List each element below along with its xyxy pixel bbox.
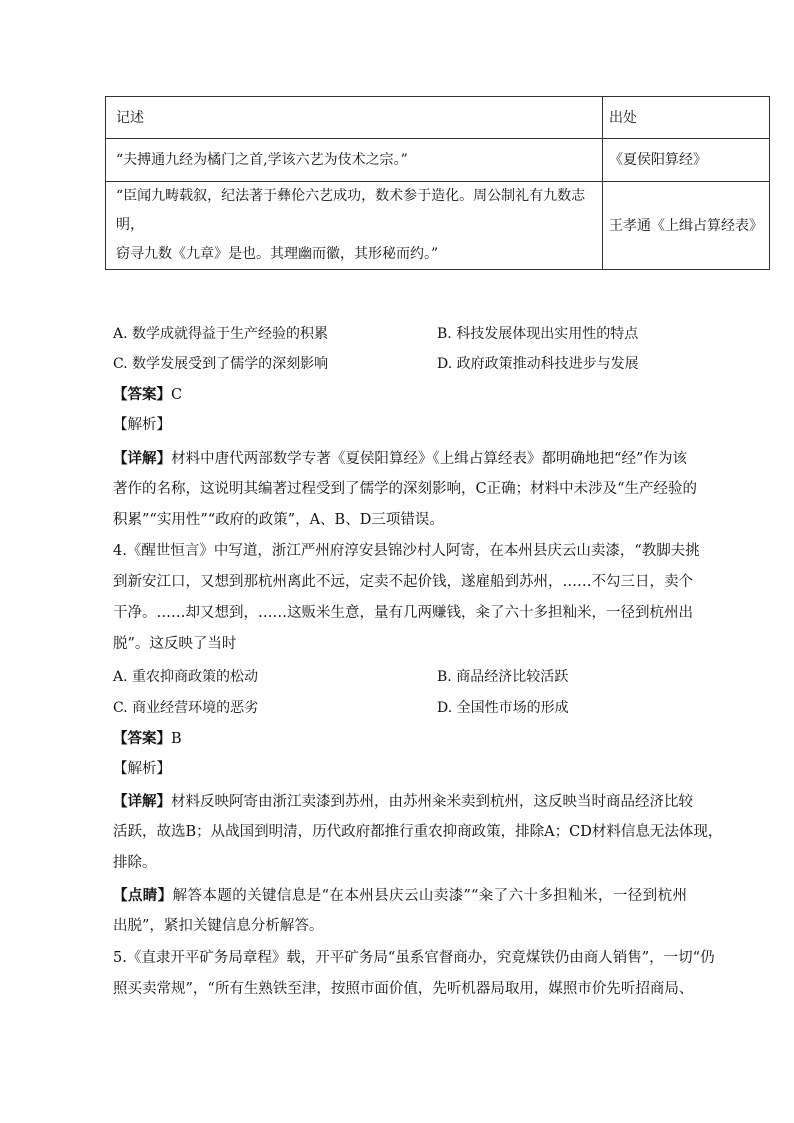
table-cell-record [106,182,603,270]
table-cell-line: “臣闻九畴载叙，纪法著于彝伦六艺成功，数术参于造化。周公制礼有九数志明， [116,188,586,233]
table-cell-line: 窃寻九数《九章》是也。其理幽而徽，其形秘而约。” [116,246,439,262]
q4-stem-line: 干净。……却又想到，……这贩米生意，量有几两赚钱，籴了六十多担籼米，一径到杭州出 [113,605,693,621]
q5-stem-line: 照买卖常规”，“所有生熟铁至津，按照市面价值，先听机器局取用，媒照市价先听招商局、 [113,981,694,997]
q4-detail-line: 【详解】材料反映阿寄由浙江卖漆到苏州，由苏州籴米卖到杭州，这反映当时商品经济比较 [113,793,693,810]
q4-option-a: A. 重农抑商政策的松动 [113,669,259,685]
q3-analysis-tag: 【解析】 [113,417,171,433]
q4-analysis-tag: 【解析】 [113,761,171,777]
table-header-row [106,97,770,139]
q3-option-a: A. 数学成就得益于生产经验的积累 [113,326,329,342]
q4-key-line: 【点睛】解答本题的关键信息是“在本州县庆云山卖漆”“籴了六十多担籼米，一径到杭州 [113,887,687,904]
q3-option-b: B. 科技发展体现出实用性的特点 [437,326,639,342]
q4-stem-line: 4.《醒世恒言》中写道，浙江严州府淳安县锦沙村人阿寄，在本州县庆云山卖漆，“教脚夫挑 [113,543,700,559]
answer-tag: 【答案】 [113,730,171,747]
q4-key-line: 出脱”，紧扣关键信息分析解答。 [113,918,324,934]
answer-value: B [171,731,182,747]
q4-option-c: C. 商业经营环境的恶劣 [113,700,259,716]
table-cell-record: “夫搏通九经为橘门之首,学该六艺为伎术之宗。” [106,139,603,182]
key-tag: 【点睛】 [113,887,173,904]
q3-detail-line: 【详解】材料中唐代两部数学专著《夏侯阳算经》《上缉占算经表》都明确地把“经”作为该 [113,450,687,467]
q4-stem-line: 到新安江口，又想到那杭州离此不远，定卖不起价钱，遂雇船到苏州，……不勾三日，卖个 [113,574,693,590]
q4-stem-line: 脱”。这反映了当时 [113,636,237,652]
table-header-source: 出处 [603,97,770,139]
detail-tag: 【详解】 [113,450,172,467]
q3-detail-line: 积累”“实用性”“政府的政策”，A、B、D三项错误。 [113,512,444,528]
answer-tag: 【答案】 [113,386,171,403]
table-row [106,139,770,182]
source-table [105,96,770,270]
table-row [106,182,770,270]
q4-detail-line: 排除。 [113,855,157,871]
q3-answer [113,379,687,411]
answer-value: C [171,387,183,403]
q4-detail-line: 活跃，故选B；从战国到明清，历代政府都推行重农抑商政策，排除A；CD材料信息无法体现， [113,824,723,840]
table-header-record: 记述 [106,97,603,139]
q3-option-d: D. 政府政策推动科技进步与发展 [437,356,639,372]
q4-answer [113,723,687,755]
table-cell-source: 王孝通《上缉占算经表》 [603,182,770,270]
q4-option-b: B. 商品经济比较活跃 [437,669,569,685]
table-cell-source: 《夏侯阳算经》 [603,139,770,182]
q5-stem-line: 5.《直隶开平矿务局章程》载，开平矿务局“虽系官督商办，究竟煤铁仍由商人销售”，一切“仍 [113,950,715,966]
q3-option-c: C. 数学发展受到了儒学的深刻影响 [113,356,329,372]
q4-option-d: D. 全国性市场的形成 [437,700,569,716]
q3-detail-line: 著作的名称，这说明其编著过程受到了儒学的深刻影响，C正确；材料中未涉及“生产经验的 [113,481,698,497]
detail-tag: 【详解】 [113,793,171,810]
